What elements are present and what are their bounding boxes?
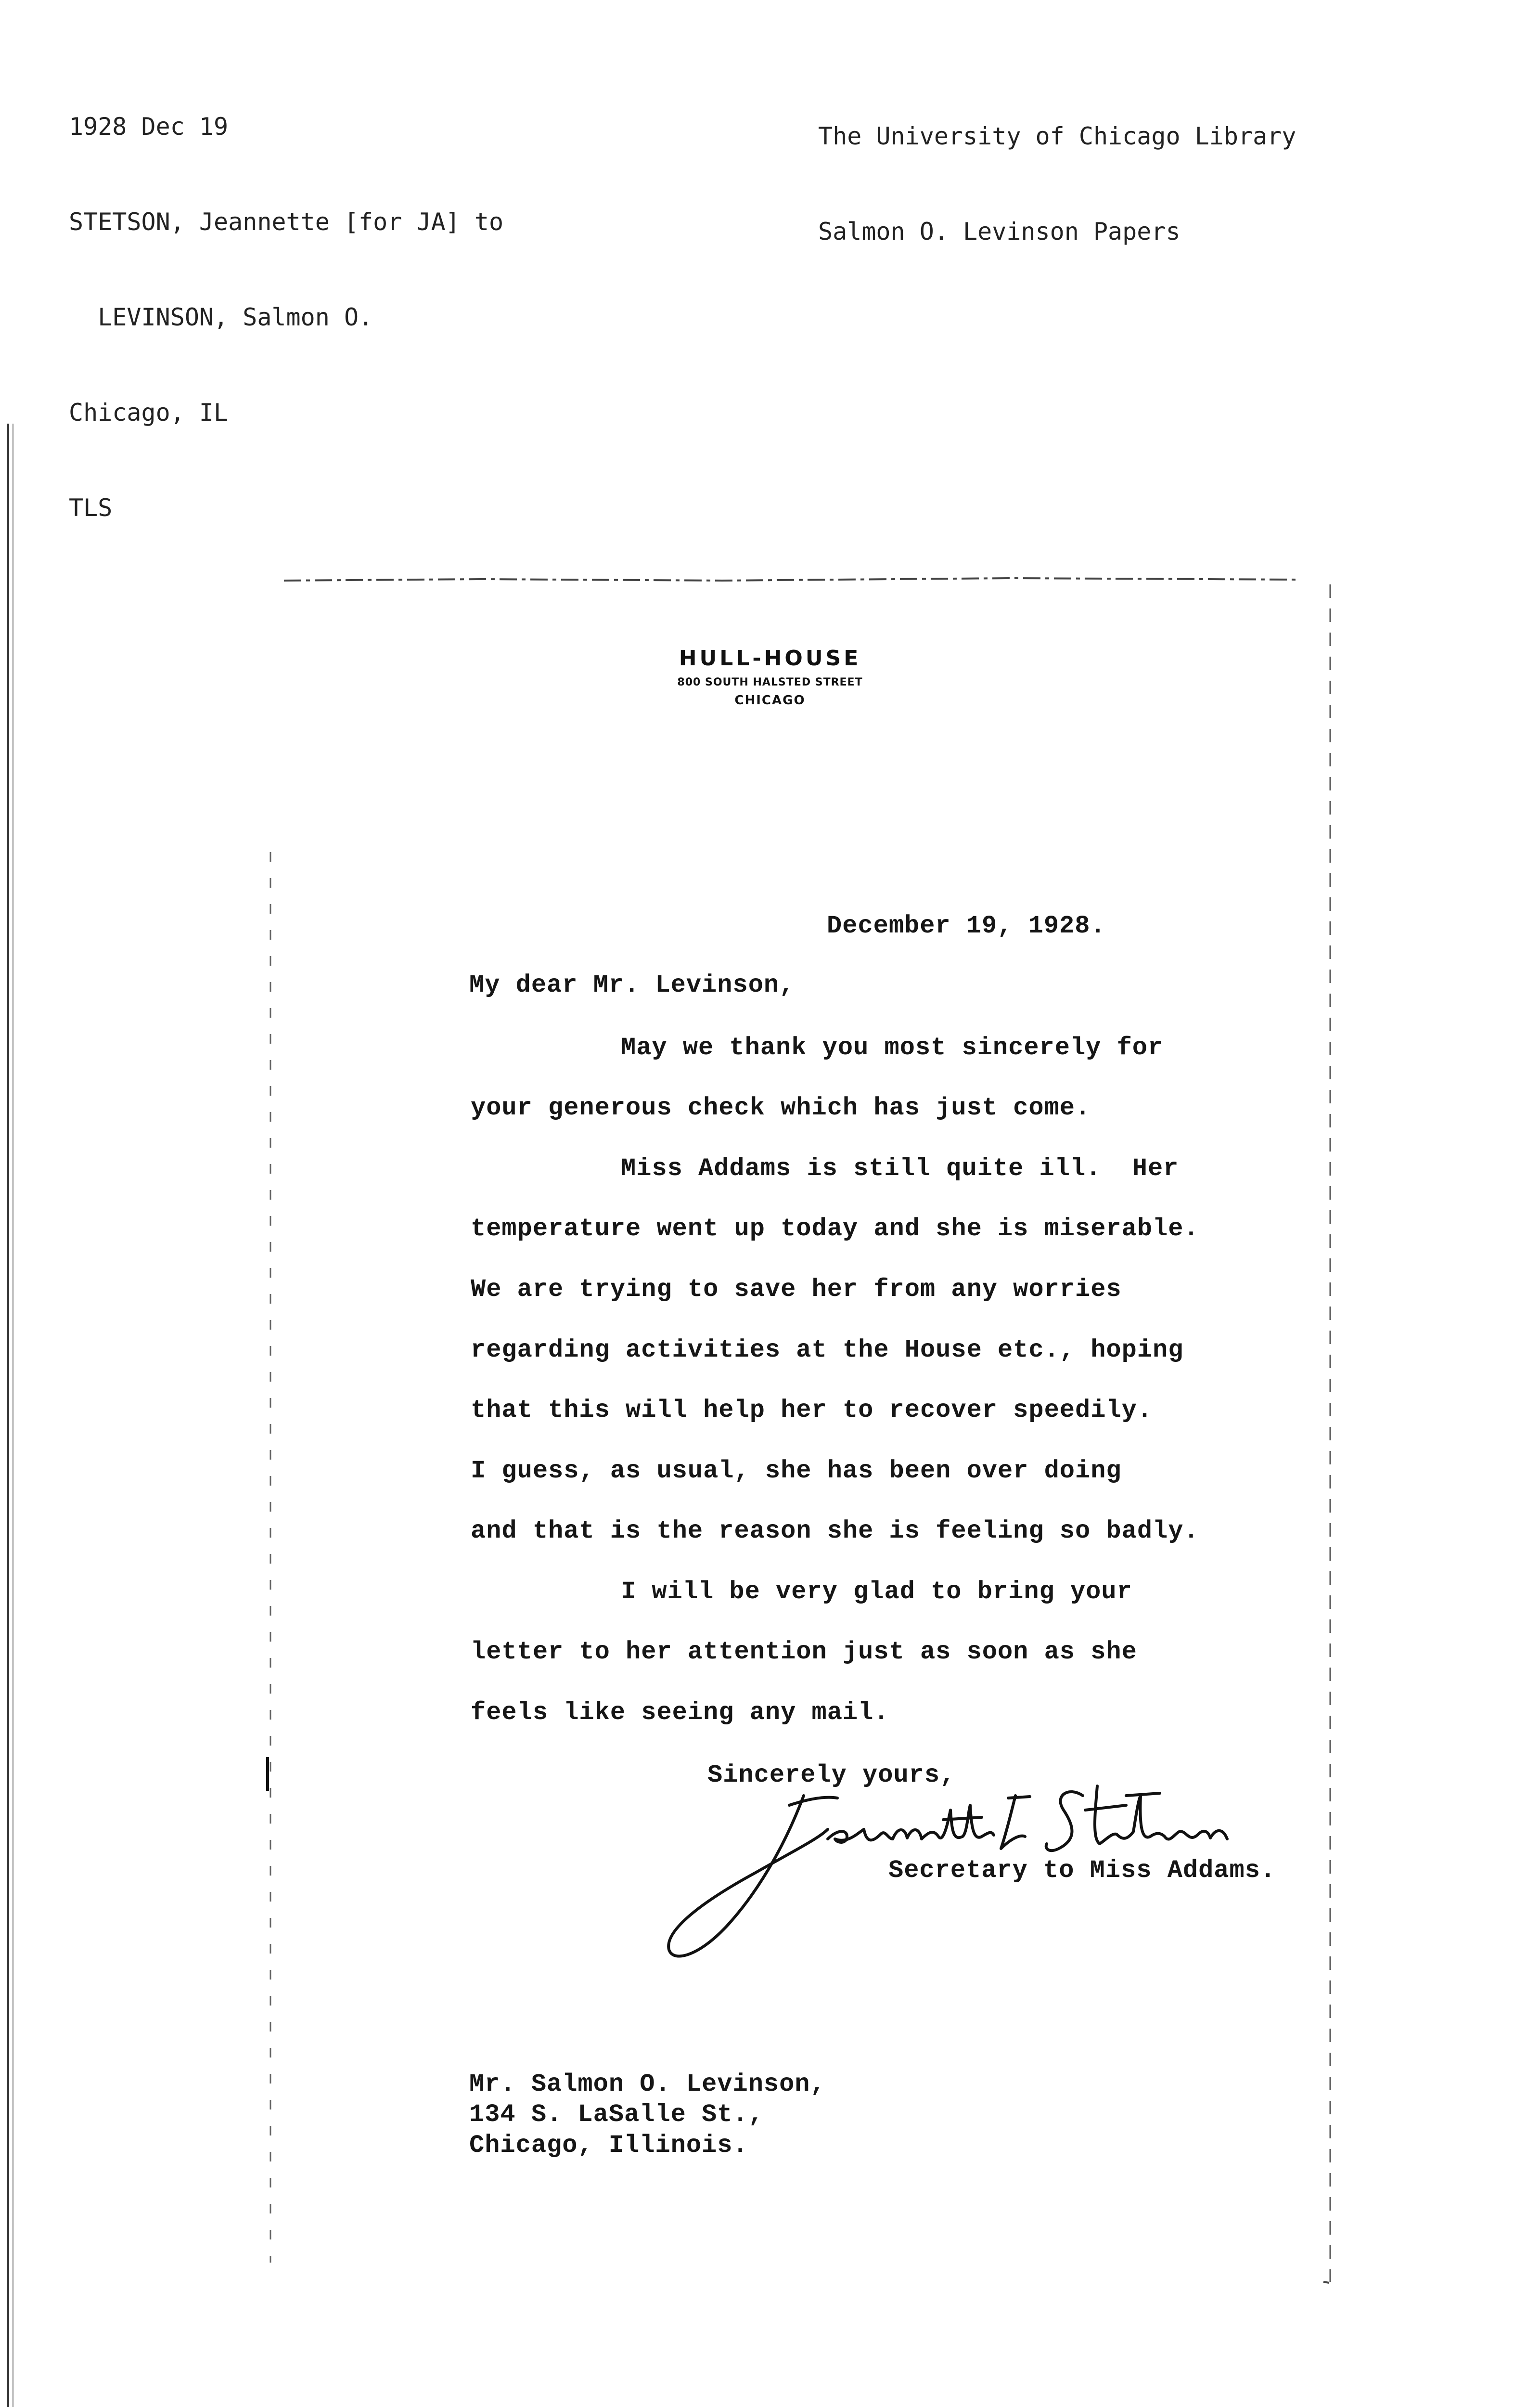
body-line: temperature went up today and she is miserable. [471,1215,1199,1243]
body-line: I will be very glad to bring your [621,1578,1132,1606]
catalog-date: 1928 Dec 19 [69,113,229,141]
collection-name: Salmon O. Levinson Papers [818,218,1181,246]
body-line: We are trying to save her from any worries [471,1275,1122,1304]
catalog-type: TLS [69,494,113,522]
catalog-recipient: LEVINSON, Salmon O. [69,303,373,331]
letter-date: December 19, 1928. [827,912,1106,940]
salutation: My dear Mr. Levinson, [469,971,795,999]
body-line: regarding activities at the House etc., hoping [471,1336,1184,1364]
letterhead [578,646,962,708]
letterhead-city: CHICAGO [734,693,806,708]
body-line: your generous check which has just come. [471,1094,1091,1122]
closing: Sincerely yours, [707,1761,956,1789]
body-line: May we thank you most sincerely for [621,1034,1164,1062]
body-line: feels like seeing any mail. [471,1698,889,1727]
address-line: 134 S. LaSalle St., [469,2100,764,2129]
body-line: I guess, as usual, she has been over doing [471,1457,1122,1485]
address-line: Chicago, Illinois. [469,2131,748,2160]
repository-name: The University of Chicago Library [818,122,1296,150]
letterhead-name: HULL-HOUSE [679,646,861,671]
letterhead-street: 800 SOUTH HALSTED STREET [677,676,863,688]
body-line: and that is the reason she is feeling so badly. [471,1517,1199,1545]
body-line: that this will help her to recover speedily. [471,1396,1153,1424]
catalog-correspondents: STETSON, Jeannette [for JA] to [69,208,504,236]
body-line: letter to her attention just as soon as she [471,1638,1137,1666]
body-line: Miss Addams is still quite ill. Her [621,1154,1179,1183]
catalog-place: Chicago, IL [69,399,229,427]
address-line: Mr. Salmon O. Levinson, [469,2070,826,2098]
signer-title: Secretary to Miss Addams. [888,1856,1276,1885]
